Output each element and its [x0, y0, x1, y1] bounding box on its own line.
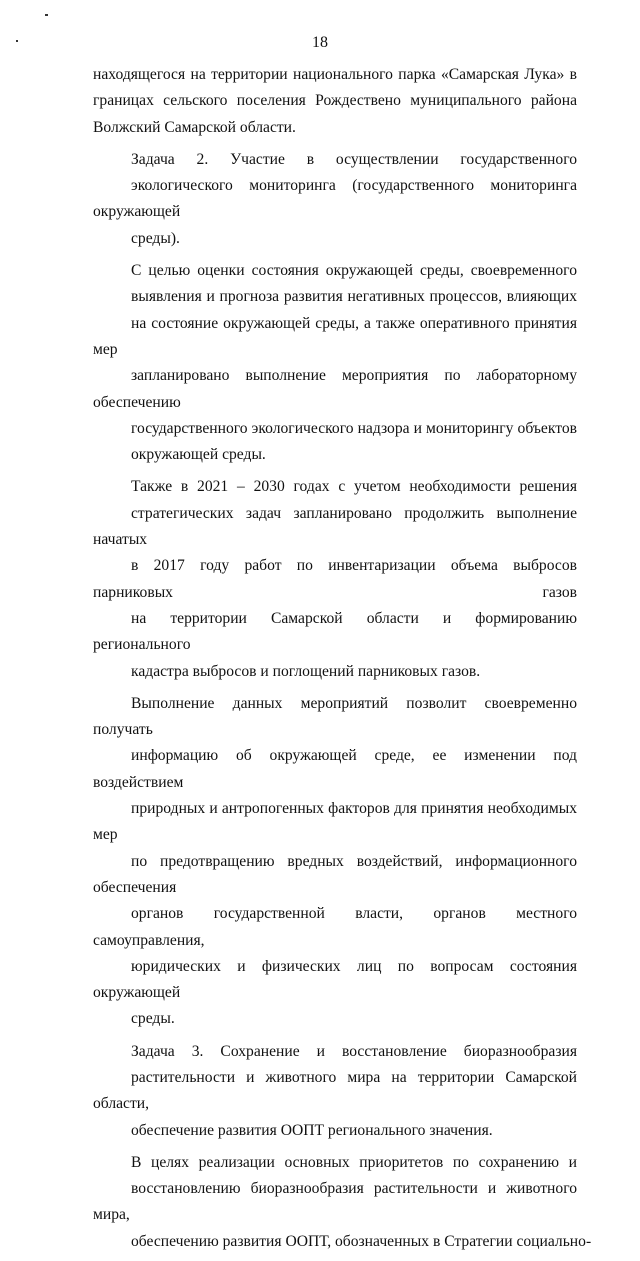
text-line: информацию об окружающей среде, ее изменении под воздействием	[93, 747, 577, 791]
text-line: С целью оценки состояния окружающей среды, своевременного	[131, 262, 577, 280]
text-line: на состояние окружающей среды, а также оперативного принятия мер	[93, 314, 577, 358]
text-line: Также в 2021 – 2030 годах с учетом необходимости решения	[131, 478, 577, 496]
text-line: среды).	[131, 229, 180, 247]
text-line: государственного экологического надзора и мониторингу объектов	[131, 419, 577, 437]
text-line: Задача 2. Участие в осуществлении государственного	[131, 150, 577, 168]
text-line: запланировано выполнение мероприятия по лабораторному обеспечению	[93, 367, 577, 411]
page-number: 18	[312, 34, 328, 51]
paragraph	[93, 691, 577, 1033]
text-line: выявления и прогноза развития негативных процессов, влияющих	[131, 288, 577, 306]
text-line: Выполнение данных мероприятий позволит своевременно получать	[93, 694, 577, 739]
text-line: обеспечение развития ООПТ регионального значения.	[131, 1121, 493, 1139]
text-line: органов государственной власти, органов местного самоуправления,	[93, 905, 577, 949]
text-line: стратегических задач запланировано продолжить выполнение начатых	[93, 504, 577, 549]
text-line: экологического мониторинга (государственного мониторинга окружающей	[93, 177, 577, 221]
paragraph	[93, 1150, 592, 1255]
text-line: обеспечению развития ООПТ, обозначенных в Стратегии социально-	[131, 1232, 592, 1250]
text-line: границах сельского поселения Рождествено муниципального района	[93, 92, 577, 110]
text-line: Задача 3. Сохранение и восстановление биоразнообразия	[131, 1042, 577, 1060]
paragraph	[93, 147, 577, 252]
text-line: природных и антропогенных факторов для принятия необходимых мер	[93, 800, 577, 844]
text-line: в 2017 году работ по инвентаризации объема выбросов парниковых газов	[93, 557, 577, 601]
paragraph	[93, 62, 577, 141]
text-line: Волжский Самарской области.	[93, 118, 296, 136]
text-line: восстановлению биоразнообразия растительности и животного мира,	[93, 1180, 577, 1224]
text-line: юридических и физических лиц по вопросам состояния окружающей	[93, 957, 577, 1002]
text-line: окружающей среды.	[131, 446, 266, 464]
paragraph	[93, 258, 577, 468]
text-line: растительности и животного мира на территории Самарской области,	[93, 1068, 577, 1113]
document-body	[93, 62, 592, 1261]
text-line: среды.	[131, 1010, 175, 1028]
scan-speck	[45, 14, 48, 16]
text-line: по предотвращению вредных воздействий, информационного обеспечения	[93, 852, 577, 896]
text-line: кадастра выбросов и поглощений парниковых газов.	[131, 662, 481, 680]
text-line: находящегося на территории национального парка «Самарская Лука» в	[93, 66, 577, 83]
paragraph	[93, 474, 577, 684]
text-line: В целях реализации основных приоритетов по сохранению и	[131, 1153, 577, 1171]
text-line: на территории Самарской области и формированию регионального	[93, 609, 577, 654]
paragraph	[93, 1039, 577, 1144]
